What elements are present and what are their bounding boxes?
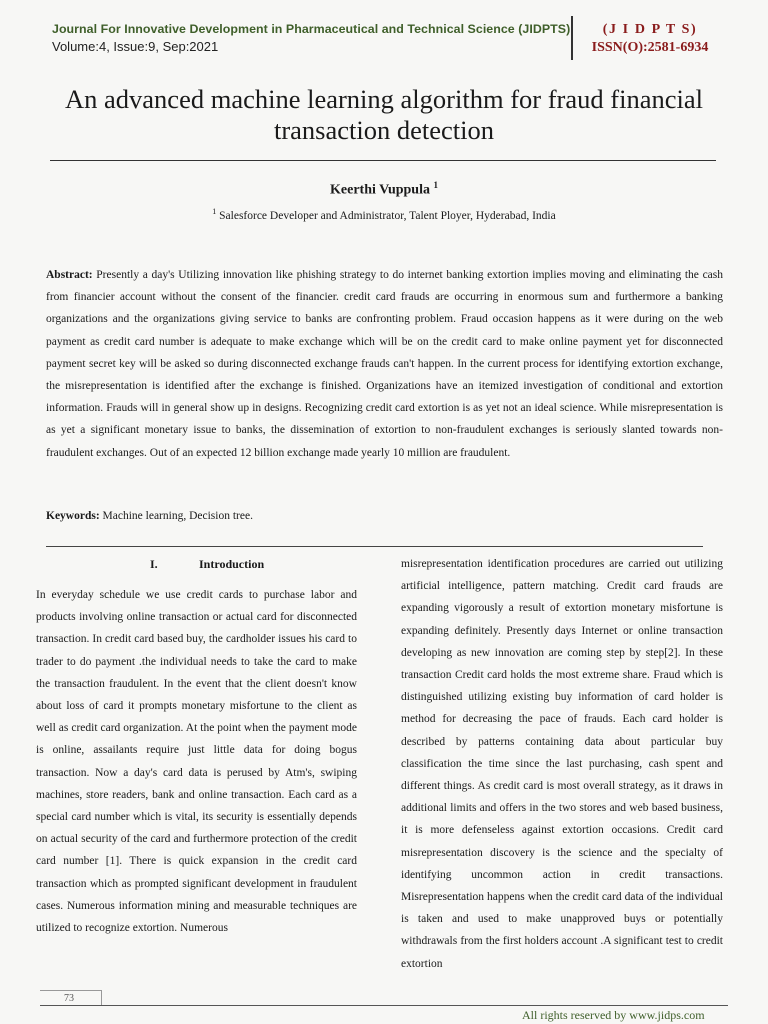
journal-abbreviation: (J I D P T S) xyxy=(602,22,698,37)
journal-name: Journal For Innovative Development in Pharmaceutical and Technical Science (JIDPTS) xyxy=(52,22,571,36)
author-line xyxy=(0,180,768,199)
header-divider xyxy=(571,16,573,60)
author-name: Keerthi Vuppula xyxy=(330,182,430,198)
body-left-column: In everyday schedule we use credit cards to purchase labor and products involving online transaction or actual card for disconnected transaction. In credit card based buy, the cardholder issues his card to trader to do payment .the individual needs to take the card to make the transaction fraudulent. In the event that the client doesn't know about loss of card it prompts monetary misfortune to the client as well as credit card organization. At the point when the payment mode is online, assailants require just little data for doing bogus transaction. Now a day's card data is perused by Atm's, swiping machines, store readers, bank and online transaction. Each card as a special card number which is vital, its security is essentially depends on actual security of the card and furthermore protection of the credit card number [1]. There is quick expansion in the credit card transaction which as prompted significant development in fraudulent cases. Numerous information mining and measurable techniques are utilized to recognize extortion. Numerous xyxy=(36,589,357,935)
abstract-text: Presently a day's Utilizing innovation like phishing strategy to do internet banking extortion implies moving and eliminating the cash from financier account without the consent of the financier. credit card frauds are occurring in enormous sum and furthermore a banking organizations and the organizations giving service to banks are confronting problem. Fraud occasion happens as it were during on the web payment as credit card number is adequate to make exchange which will be on the credit card to make online payment yet for disconnected payment secret key will be asked so during disconnected exchange frauds can't happen. In the current process for identifying extortion exchange, the misrepresentation is identified after the exchange is finished. Organizations have an itemized investigation of conditional and extortion information. Frauds will in general show up in designs. Recognizing credit card extortion is as yet not an ideal science. While misrepresentation is as yet a significant monetary issue to banks, the dissemination of extortion to non-fraudulent exchanges is seriously slanted towards non-fraudulent exchanges. Out of an expected 12 billion exchange made yearly 10 million are fraudulent. xyxy=(46,269,724,459)
issn: ISSN(O):2581-6934 xyxy=(591,40,709,55)
title-divider xyxy=(50,160,716,161)
paper-title: An advanced machine learning algorithm for fraud financial transaction detection xyxy=(65,84,703,145)
affiliation: Salesforce Developer and Administrator, Talent Ployer, Hyderabad, India xyxy=(219,209,556,222)
body-right-column: misrepresentation identification procedures are carried out utilizing artificial intelligence, pattern matching. Credit card frauds are expanding vigorously a result of extortion monetary misfortune is expanding definitely. Presently days Internet or online transaction developing as new innovation are coming step by step[2]. In these transaction Credit card holds the most extreme share. Fraud which is distinguished utilizing existing buy information of card holder is method for decreasing the pace of frauds. Each card holder is described by patterns containing data about particular buy classification the time since the last purchasing, cash spent and different things. As credit card is most overall strategy, as it draws in additional limits and offers in the two stores and web based business, it is more defenseless against extortion occasions. Credit card misrepresentation discovery is the science and the specialty of identifying uncommon action in credit transactions. Misrepresentation happens when the credit card data of the individual is taken and used to make unapproved buys or potentially withdrawals from the first holders account .A significant test to credit extortion xyxy=(401,558,723,970)
keywords-label: Keywords: xyxy=(46,510,100,522)
page-number: 73 xyxy=(64,993,74,1004)
affiliation-line xyxy=(0,207,768,222)
journal-header xyxy=(52,22,570,54)
author-superscript: 1 xyxy=(433,180,438,190)
section-number: I. xyxy=(150,557,158,571)
volume-info: Volume:4, Issue:9, Sep:2021 xyxy=(52,39,219,54)
keywords-divider xyxy=(46,546,703,547)
affiliation-superscript: 1 xyxy=(212,207,217,216)
footer-rights: All rights reserved by www.jidps.com xyxy=(522,1008,705,1022)
section-title: Introduction xyxy=(199,557,265,571)
section-heading xyxy=(150,557,264,572)
journal-id-block xyxy=(580,22,720,56)
footer-divider xyxy=(40,1005,728,1006)
abstract-label: Abstract: xyxy=(46,269,93,281)
keywords-text: Machine learning, Decision tree. xyxy=(102,510,253,522)
keywords xyxy=(46,510,253,522)
abstract xyxy=(46,264,723,464)
